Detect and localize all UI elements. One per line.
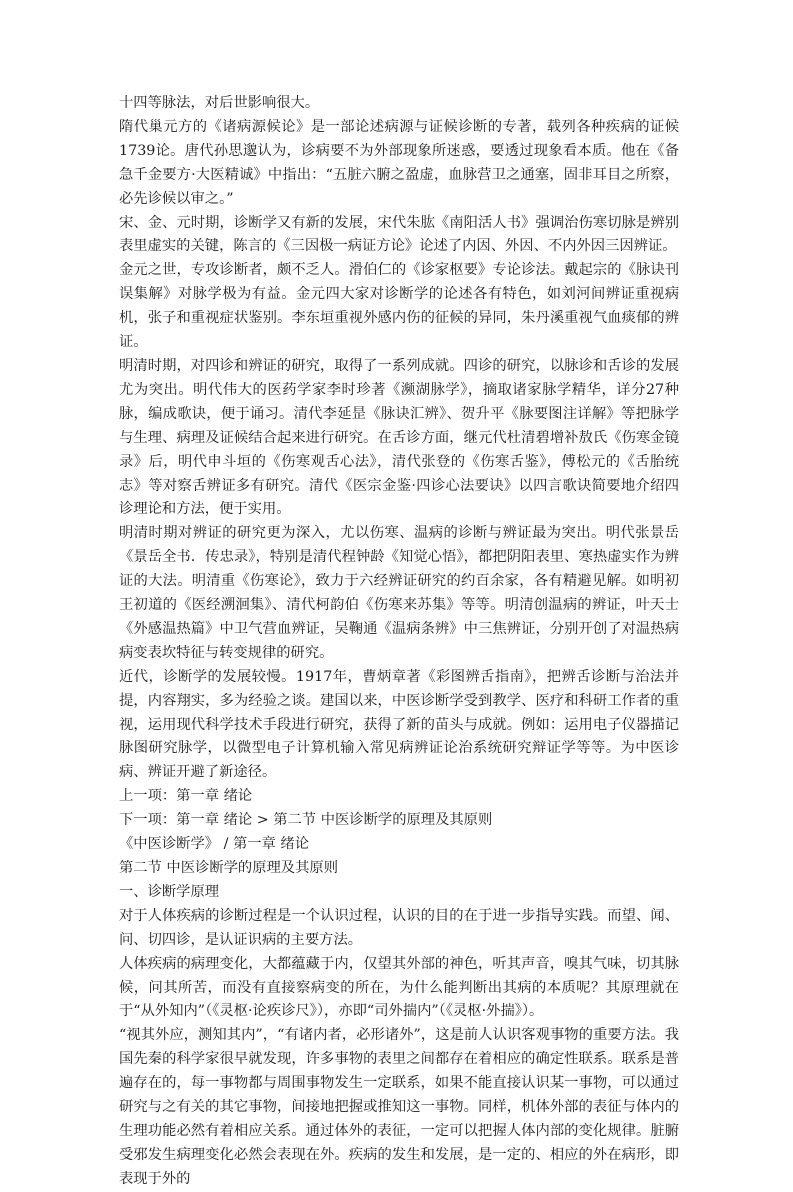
- breadcrumb[interactable]: 《中医诊断学》 / 第一章 绪论: [119, 836, 310, 853]
- prev-item-link[interactable]: 上一项：第一章 绪论: [119, 788, 253, 805]
- paragraph: 近代，诊断学的发展较慢。1917年，曹炳章著《彩图辨舌指南》，把辨舌诊断与治法并提，内容翔实，多为经验之谈。建国以来，中医诊断学受到教学、医疗和科研工作者的重视，运用现代科学技术手段进行研究，获得了新的苗头与成就。例如：运用电子仪器描记脉图研究脉学，以微型电子计算机输入常见病辨证论治系统研究辩证学等等。为中医诊病、辨证开避了新途径。: [119, 668, 679, 781]
- paragraph: 金元之世，专攻诊断者，颇不乏人。滑伯仁的《诊家枢要》专论诊法。戴起宗的《脉诀刊误集解》对脉学极为有益。金元四大家对诊断学的论述各有特色，如刘河间辨证重视病机，张子和重视症状鉴别。李东垣重视外感内伤的征候的异同，朱丹溪重视气血痰郁的辨证。: [119, 262, 679, 351]
- document-page: [119, 92, 679, 1192]
- paragraph: 宋、金、元时期，诊断学又有新的发展，宋代朱肱《南阳活人书》强调治伤寒切脉是辨别表里虚实的关键，陈言的《三因极一病证方论》论述了内因、外因、不内外因三因辨证。: [119, 214, 679, 255]
- section-subtitle: 一、诊断学原理: [119, 883, 220, 900]
- paragraph: 人体疾病的病理变化，大都蕴藏于内，仅望其外部的神色，听其声音，嗅其气味，切其脉候，问其所苦，而没有直接察病变的所在，为什么能判断出其病的本质呢？其原理就在于“从外知内”（《灵枢·论疾诊尺》），亦即“司外揣内”（《灵枢·外揣》）。: [119, 955, 679, 1020]
- next-item-link[interactable]: 下一项：第一章 绪论 > 第二节 中医诊断学的原理及其原则: [119, 812, 493, 829]
- paragraph: 十四等脉法，对后世影响很大。: [119, 95, 320, 111]
- paragraph: 对于人体疾病的诊断过程是一个认识过程，认识的目的在于进一步指导实践。而望、闻、问、切四诊，是认证识病的主要方法。: [119, 907, 679, 948]
- paragraph: 明清时期，对四诊和辨证的研究，取得了一系列成就。四诊的研究，以脉诊和舌诊的发展尤为突出。明代伟大的医药学家李时珍著《濒湖脉学》，摘取诸家脉学精华，详分27种脉，编成歌诀，便于诵习。清代李延昰《脉诀汇辨》、贺升平《脉要图注详解》等把脉学与生理、病理及证候结合起来进行研究。在舌诊方面，继元代杜清碧增补敖氏《伤寒金镜录》后，明代申斗垣的《伤寒观舌心法》，清代张登的《伤寒舌鉴》，傅松元的《舌胎统志》等对察舌辨证多有研究。清代《医宗金鉴·四诊心法要诀》以四言歌诀简要地介绍四诊理论和方法，便于实用。: [119, 357, 679, 518]
- section-title: 第二节 中医诊断学的原理及其原则: [119, 860, 338, 876]
- paragraph: “视其外应，测知其内”，“有诸内者，必形诸外”，这是前人认识客观事物的重要方法。我国先秦的科学家很早就发现，许多事物的表里之间都存在着相应的确定性联系。联系是普遍存在的，每一事物都与周围事物发生一定联系，如果不能直接认识某一事物，可以通过研究与之有关的其它事物，间接地把握或推知这一事物。同样，机体外部的表征与体内的生理功能必然有着相应关系。通过体外的表征，一定可以把握人体内部的变化规律。脏腑受邪发生病理变化必然会表现在外。疾病的发生和发展，是一定的、相应的外在病形，即表现于外的: [119, 1027, 679, 1187]
- paragraph: 隋代巢元方的《诸病源候论》是一部论述病源与证候诊断的专著，载列各种疾病的证候1739论。唐代孙思邈认为，诊病要不为外部现象所迷惑，要透过现象看本质。他在《备急千金要方·大医精诚》中指出：“五脏六腑之盈虚，血脉营卫之通塞，固非耳目之所察，必先诊候以审之。”: [119, 118, 679, 207]
- paragraph: 明清时期对辨证的研究更为深入，尤以伤寒、温病的诊断与辨证最为突出。明代张景岳《景岳全书．传忠录》，特别是清代程钟龄《知觉心悟》，都把阴阳表里、寒热虚实作为辨证的大法。明清重《伤寒论》，致力于六经辨证研究的约百余家，各有精避见解。如明初王初道的《医经溯洄集》、清代柯韵伯《伤寒来苏集》等等。明清创温病的辨证，叶天士《外感温热篇》中卫气营血辨证，吴鞠通《温病条辨》中三焦辨证，分别开创了对温热病病变表坎特征与转变规律的研究。: [119, 525, 679, 661]
